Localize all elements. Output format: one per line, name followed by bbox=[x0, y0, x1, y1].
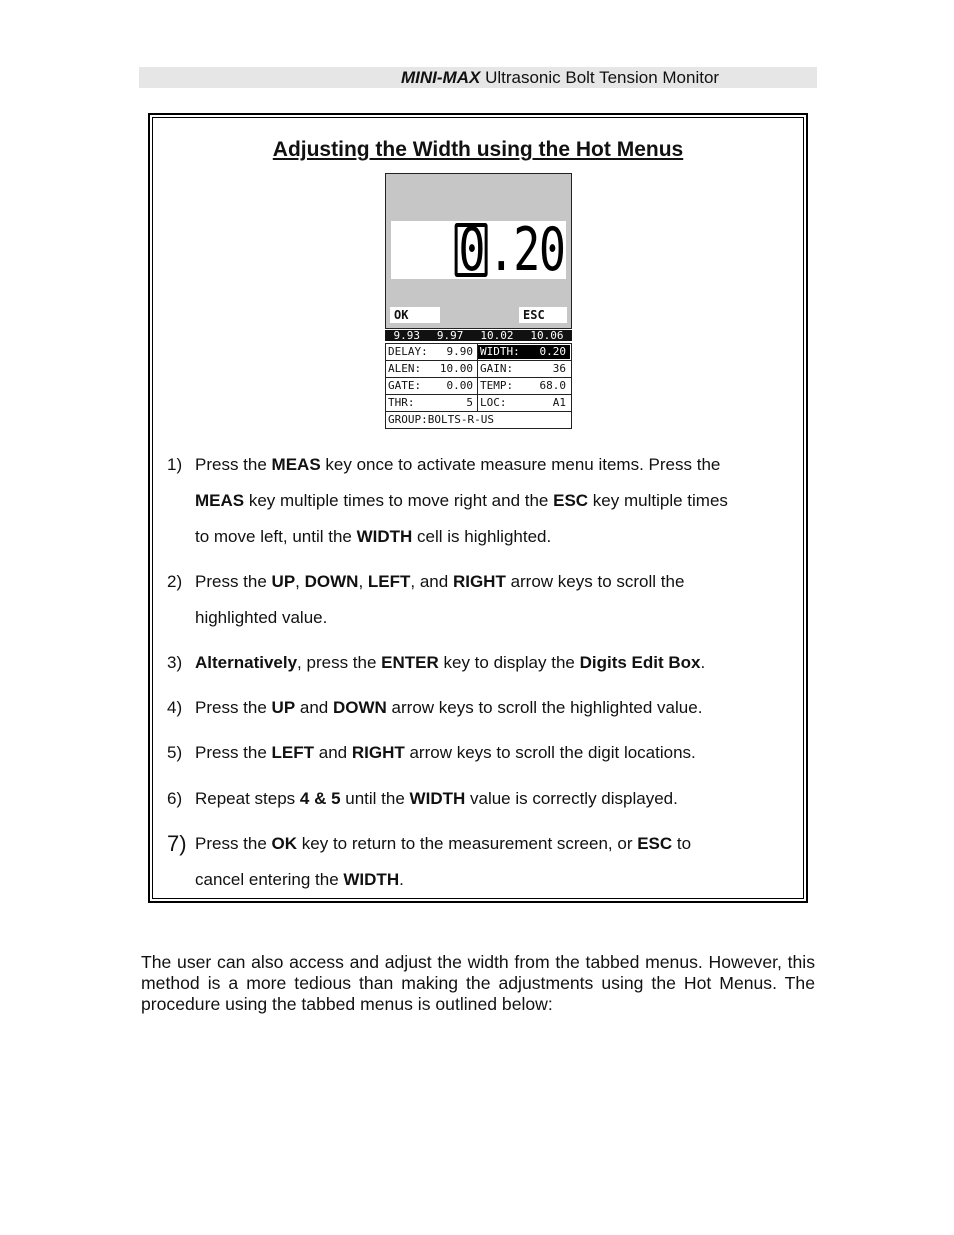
step-number: 3) bbox=[167, 653, 183, 672]
cell-label: GAIN: bbox=[480, 362, 514, 375]
group-cell[interactable]: GROUP:BOLTS-R-US bbox=[388, 413, 494, 426]
ok-softkey[interactable]: OK bbox=[390, 307, 440, 323]
cell-label: LOC: bbox=[480, 396, 507, 409]
step-number: 4) bbox=[167, 698, 183, 717]
digits-edit-panel bbox=[385, 173, 572, 329]
width-digits bbox=[454, 215, 564, 285]
step-text: Press the OK key to return to the measurement screen, or ESC to cancel entering the WIDTH. bbox=[195, 834, 692, 889]
delay-cell[interactable] bbox=[386, 344, 478, 360]
step-text: Press the UP, DOWN, LEFT, and RIGHT arrow keys to scroll the highlighted value. bbox=[195, 572, 685, 627]
cell-value: 36 bbox=[552, 362, 566, 375]
loc-cell[interactable] bbox=[478, 395, 570, 411]
procedure-box-inner bbox=[152, 117, 804, 899]
cell-value: 0.00 bbox=[446, 379, 473, 392]
step-number: 1) bbox=[167, 455, 183, 474]
digits-edit-box bbox=[391, 215, 566, 285]
step-number: 6) bbox=[167, 789, 183, 808]
step-text: Press the UP and DOWN arrow keys to scroll the highlighted value. bbox=[195, 698, 703, 717]
cell-label: GATE: bbox=[388, 379, 422, 392]
header-title: Ultrasonic Bolt Tension Monitor bbox=[485, 68, 720, 87]
cell-label: DELAY: bbox=[388, 345, 428, 358]
cell-value: 68.0 bbox=[539, 379, 566, 392]
grid-row bbox=[386, 395, 571, 412]
cell-label: TEMP: bbox=[480, 379, 514, 392]
step-number: 2) bbox=[167, 572, 183, 591]
step-text: Repeat steps 4 & 5 until the WIDTH value is correctly displayed. bbox=[195, 789, 678, 808]
lcd-screen bbox=[385, 173, 572, 432]
cell-value: 9.90 bbox=[446, 345, 473, 358]
step-text: Press the LEFT and RIGHT arrow keys to scroll the digit locations. bbox=[195, 743, 696, 762]
alen-cell[interactable] bbox=[386, 361, 478, 377]
grid-row bbox=[386, 378, 571, 395]
body-paragraph: The user can also access and adjust the width from the tabbed menus. However, this method is a more tedious than making the adjustments using the Hot Menus. The procedure using the tabbed menus is outlined below: bbox=[141, 952, 815, 1014]
remaining-digits: .20 bbox=[487, 215, 564, 285]
cell-value: 10.00 bbox=[439, 362, 473, 375]
gain-cell[interactable] bbox=[478, 361, 570, 377]
grid-row bbox=[386, 344, 571, 361]
reading: 9.93 bbox=[393, 329, 420, 342]
grid-row bbox=[386, 412, 571, 428]
gate-cell[interactable] bbox=[386, 378, 478, 394]
thr-cell[interactable] bbox=[386, 395, 478, 411]
esc-softkey[interactable]: ESC bbox=[519, 307, 567, 323]
width-cell[interactable] bbox=[478, 345, 570, 359]
reading: 10.02 bbox=[480, 329, 514, 342]
header-brand: MINI-MAX bbox=[401, 68, 481, 87]
highlighted-digit: 0 bbox=[454, 223, 487, 277]
step-text: Press the MEAS key once to activate measure menu items. Press the MEAS key multiple times to move right and the ESC key multiple times to move left, until the WIDTH cell is highlighted. bbox=[195, 455, 728, 546]
cell-label: ALEN: bbox=[388, 362, 422, 375]
procedure-box bbox=[148, 113, 808, 903]
running-header bbox=[401, 68, 719, 88]
grid-row bbox=[386, 361, 571, 378]
step-number: 7) bbox=[167, 831, 187, 856]
step-number: 5) bbox=[167, 743, 183, 762]
temp-cell[interactable] bbox=[478, 378, 570, 394]
reading: 10.06 bbox=[530, 329, 564, 342]
cell-value: A1 bbox=[552, 396, 566, 409]
box-title: Adjusting the Width using the Hot Menus bbox=[272, 138, 684, 161]
cell-label: WIDTH: bbox=[480, 345, 520, 358]
hot-menu-grid bbox=[385, 343, 572, 429]
cell-label: THR: bbox=[388, 396, 415, 409]
readings-bar bbox=[385, 330, 572, 341]
cell-value: 5 bbox=[466, 396, 473, 409]
step-text: Alternatively, press the ENTER key to display the Digits Edit Box. bbox=[195, 653, 706, 672]
reading: 9.97 bbox=[436, 329, 464, 342]
cell-value: 0.20 bbox=[539, 345, 566, 358]
